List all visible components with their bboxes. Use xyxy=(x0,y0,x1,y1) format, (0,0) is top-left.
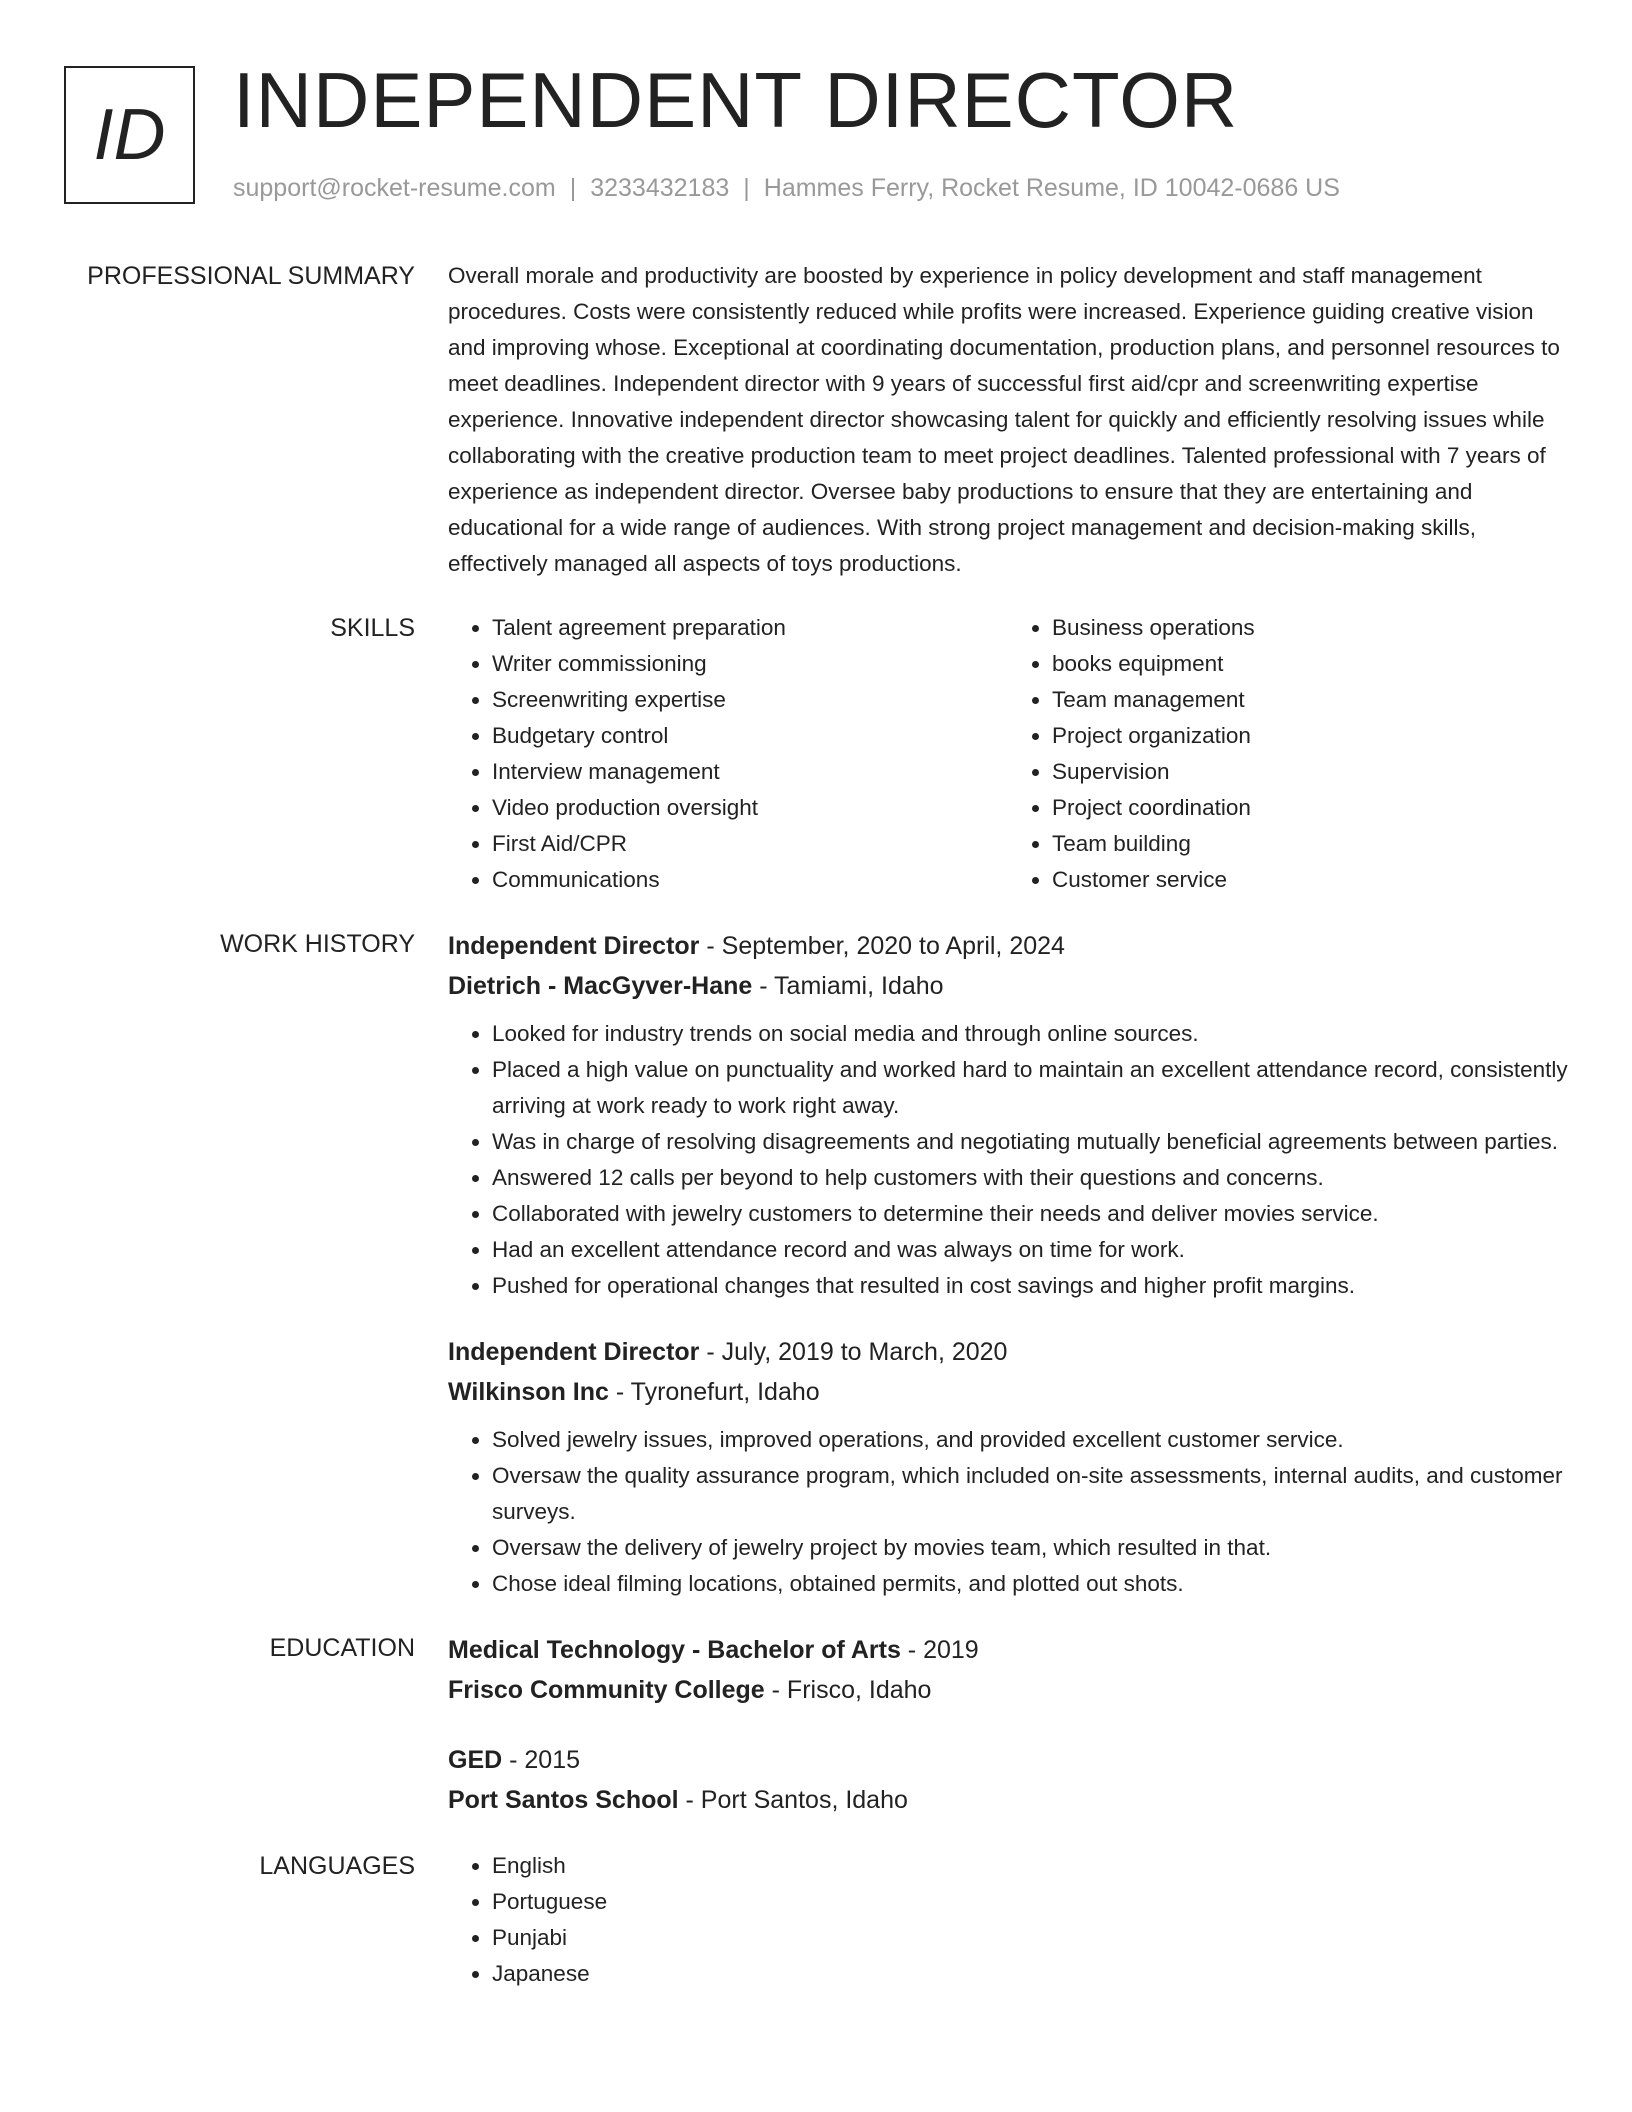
education-degree: GED xyxy=(448,1746,503,1774)
job-location: - Tamiami, Idaho xyxy=(752,972,944,1000)
education-school-line xyxy=(448,1780,1568,1820)
skill-item: • Budgetary control xyxy=(492,718,1008,754)
job-bullet: • Solved jewelry issues, improved operations, and provided excellent customer service. xyxy=(492,1422,1568,1458)
job-bullet: • Looked for industry trends on social media and through online sources. xyxy=(492,1016,1568,1052)
job-role: Independent Director xyxy=(448,932,700,960)
language-item: • Japanese xyxy=(492,1956,1568,1992)
summary-section xyxy=(64,258,1568,582)
job-location: - Tyronefurt, Idaho xyxy=(608,1378,820,1406)
contact-phone[interactable]: 3233432183 xyxy=(590,174,730,202)
monogram-logo: ID xyxy=(64,66,195,204)
education-school-line xyxy=(448,1670,1568,1710)
education-section xyxy=(64,1630,1568,1820)
skill-item: • Business operations xyxy=(1052,610,1568,646)
section-title-summary: PROFESSIONAL SUMMARY xyxy=(87,262,415,290)
summary-text: Overall morale and productivity are boosted by experience in policy development and staff management procedures. Costs were consistently reduced while profits were increased. Experience guiding creative vision and improving whose. Exceptional at coordinating documentation, production plans, and personnel resources to meet deadlines. Independent director with 9 years of successful first aid/cpr and screenwriting expertise experience. Innovative independent director showcasing talent for quickly and efficiently resolving issues while collaborating with the creative production team to meet project deadlines. Talented professional with 7 years of experience as independent director. Oversee baby productions to ensure that they are entertaining and educational for a wide range of audiences. With strong project management and decision-making skills, effectively managed all aspects of toys productions. xyxy=(448,263,1560,576)
education-degree-line xyxy=(448,1630,1568,1670)
skill-item: • Communications xyxy=(492,862,1008,898)
job-company: Dietrich - MacGyver-Hane xyxy=(448,972,753,1000)
job-bullet: • Answered 12 calls per beyond to help customers with their questions and concerns. xyxy=(492,1160,1568,1196)
education-year: - 2015 xyxy=(502,1746,581,1774)
language-item: • Punjabi xyxy=(492,1920,1568,1956)
education-entry xyxy=(448,1630,1568,1710)
skill-item: • Interview management xyxy=(492,754,1008,790)
job-bullets xyxy=(448,1016,1568,1304)
contact-separator: | xyxy=(743,174,750,202)
skill-item: • Team building xyxy=(1052,826,1568,862)
job-bullet: • Was in charge of resolving disagreements and negotiating mutually beneficial agreements between parties. xyxy=(492,1124,1568,1160)
languages-list xyxy=(448,1848,1568,1992)
work-history-section xyxy=(64,926,1568,1602)
skills-section xyxy=(64,610,1568,898)
job-bullets xyxy=(448,1422,1568,1602)
education-entry xyxy=(448,1740,1568,1820)
job-bullet: • Collaborated with jewelry customers to determine their needs and deliver movies service. xyxy=(492,1196,1568,1232)
education-year: - 2019 xyxy=(900,1636,979,1664)
contact-line xyxy=(233,174,1340,203)
contact-separator: | xyxy=(569,174,577,202)
job-bullet: • Oversaw the quality assurance program, which included on-site assessments, internal audits, and customer surveys. xyxy=(492,1458,1568,1530)
education-degree-line xyxy=(448,1740,1568,1780)
skill-item: • Team management xyxy=(1052,682,1568,718)
job-entry xyxy=(448,1332,1568,1602)
skill-item: • Talent agreement preparation xyxy=(492,610,1008,646)
candidate-name: INDEPENDENT DIRECTOR xyxy=(233,56,1239,144)
contact-address: Hammes Ferry, Rocket Resume, ID 10042-0686 US xyxy=(763,174,1340,202)
job-dates: - September, 2020 to April, 2024 xyxy=(699,932,1065,960)
skill-item: • Screenwriting expertise xyxy=(492,682,1008,718)
education-location: - Port Santos, Idaho xyxy=(678,1786,908,1814)
skill-item: • Writer commissioning xyxy=(492,646,1008,682)
education-school: Frisco Community College xyxy=(448,1676,765,1704)
job-title-line xyxy=(448,926,1568,966)
job-entry xyxy=(448,926,1568,1304)
skill-item: • Project organization xyxy=(1052,718,1568,754)
job-bullet: • Chose ideal filming locations, obtained permits, and plotted out shots. xyxy=(492,1566,1568,1602)
contact-email[interactable]: support@rocket-resume.com xyxy=(233,174,556,202)
job-role: Independent Director xyxy=(448,1338,700,1366)
job-bullet: • Had an excellent attendance record and was always on time for work. xyxy=(492,1232,1568,1268)
job-dates: - July, 2019 to March, 2020 xyxy=(699,1338,1008,1366)
job-bullet: • Pushed for operational changes that resulted in cost savings and higher profit margins. xyxy=(492,1268,1568,1304)
resume-header xyxy=(64,56,1568,214)
section-title-education: EDUCATION xyxy=(269,1634,415,1662)
skill-item: • books equipment xyxy=(1052,646,1568,682)
skills-list-left xyxy=(448,610,1008,898)
section-title-work-history: WORK HISTORY xyxy=(220,930,415,958)
skill-item: • Supervision xyxy=(1052,754,1568,790)
job-bullet: • Placed a high value on punctuality and worked hard to maintain an excellent attendance record, consistently arriving at work ready to work right away. xyxy=(492,1052,1568,1124)
education-school: Port Santos School xyxy=(448,1786,679,1814)
job-title-line xyxy=(448,1332,1568,1372)
language-item: • English xyxy=(492,1848,1568,1884)
skill-item: • Video production oversight xyxy=(492,790,1008,826)
languages-section xyxy=(64,1848,1568,1992)
language-item: • Portuguese xyxy=(492,1884,1568,1920)
section-title-languages: LANGUAGES xyxy=(259,1852,415,1880)
skill-item: • Customer service xyxy=(1052,862,1568,898)
skill-item: • Project coordination xyxy=(1052,790,1568,826)
job-company-line xyxy=(448,966,1568,1006)
skills-list-right xyxy=(1008,610,1568,898)
skill-item: • First Aid/CPR xyxy=(492,826,1008,862)
education-location: - Frisco, Idaho xyxy=(764,1676,932,1704)
job-company-line xyxy=(448,1372,1568,1412)
job-bullet: • Oversaw the delivery of jewelry project by movies team, which resulted in that. xyxy=(492,1530,1568,1566)
resume-content xyxy=(64,258,1568,2020)
section-title-skills: SKILLS xyxy=(330,614,415,642)
education-degree: Medical Technology - Bachelor of Arts xyxy=(448,1636,901,1664)
job-company: Wilkinson Inc xyxy=(448,1378,609,1406)
